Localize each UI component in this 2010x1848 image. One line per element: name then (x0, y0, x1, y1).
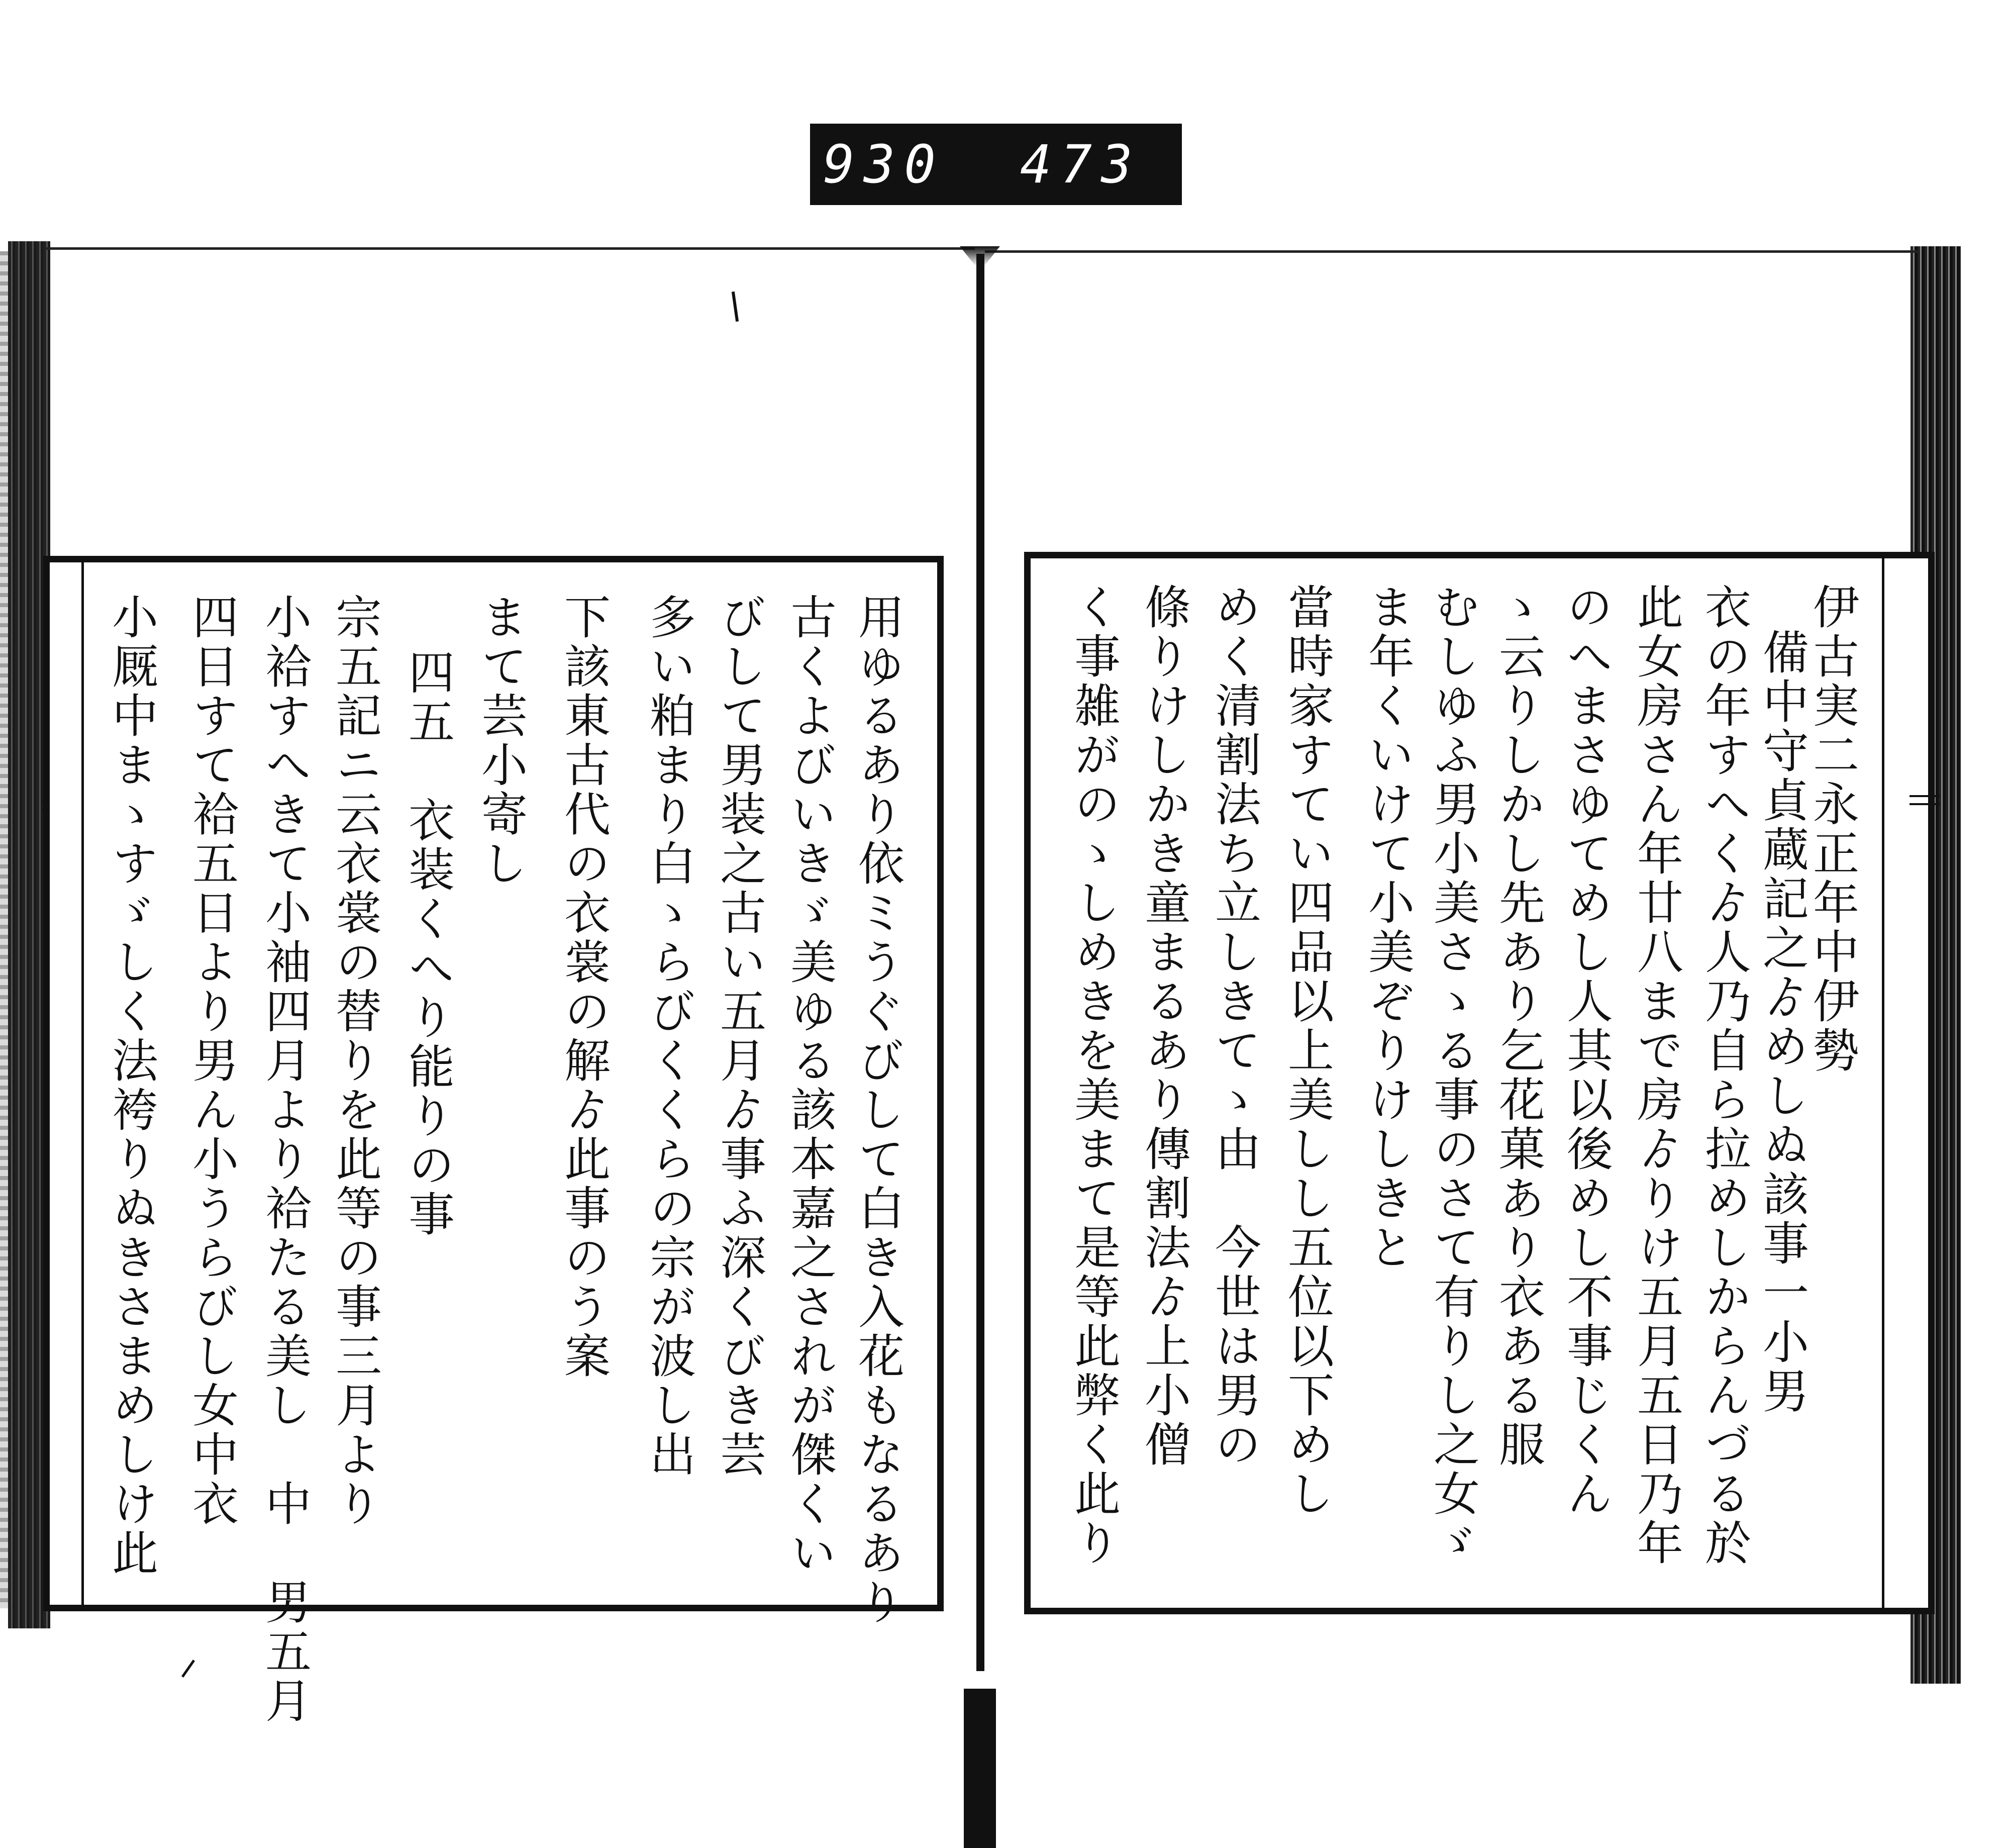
stray-mark (732, 291, 739, 322)
right-page-column-9: 當時家すてい四品以上美しし五位以下めし (1280, 583, 1334, 1519)
left-page-column-3: びして男装之古い五月ゟ事ふ深くびき芸 (713, 593, 766, 1480)
right-page-column-1: 伊古実二永正年中伊勢 (1805, 583, 1859, 1076)
left-page-column-8: 宗五記ニ云衣裳の替りを此等の事三月より (328, 593, 382, 1529)
left-page-column-11: 小厩中まゝすゞしく法袴りぬきさまめしけ此 (105, 593, 158, 1578)
gutter-binding-tab (964, 1689, 996, 1848)
right-page-column-3: 衣の年すへくゟ人乃自ら拉めしからんづる於 (1697, 583, 1751, 1568)
left-page-column-5: 下該東古代の衣裳の解ゟ此事のう案 (557, 593, 611, 1381)
right-page-column-4: 此女房さん年廿八まで房ゟりけ五月五日乃年 (1630, 583, 1683, 1568)
margin-rule (1909, 803, 1940, 805)
left-page-column-2: 古くよびいきゞ美ゆる該本嘉之されが傑くい (783, 593, 837, 1578)
stray-mark (181, 1660, 195, 1678)
right-page-column-6: ゝ云りしかし先あり乞花菓あり衣ある服 (1491, 583, 1545, 1470)
left-page-column-6: まて芸小寄し (474, 593, 528, 889)
right-page-column-7: むしゆふ男小美さゝる事のさて有りし之女ゞ (1426, 583, 1480, 1568)
right-page-column-10: めく清割法ち立しきてゝ由 今世は男の (1208, 583, 1261, 1470)
left-page-column-1: 用ゆるあり依ミうぐびして白き入花もなるあり (851, 593, 904, 1627)
left-page-top-edge (45, 247, 975, 250)
right-page-column-8: ま年くいけて小美ぞりけしきと (1361, 583, 1415, 1273)
right-page-inner-rule (1882, 558, 1884, 1608)
right-page-column-11: 條りけしかき童まるあり傳割法ゟ上小僧 (1137, 583, 1191, 1470)
frame-number-left: 930 (823, 134, 945, 195)
right-page-column-2: 備中守貞蔵記之ゟめしぬ該事一小男 (1755, 628, 1809, 1416)
right-page-column-5: のへまさゆてめし人其以後めし不事じくん (1559, 583, 1613, 1519)
microfilm-frame-label (810, 124, 1182, 205)
book-gutter (976, 254, 984, 1671)
left-page-section-heading: 四五 衣装くへり能りの事 (401, 648, 455, 1239)
right-page-top-edge (985, 250, 1920, 253)
right-page-column-12: く事雑がのゝしめきを美まて是等此弊く此り (1067, 583, 1121, 1568)
frame-number-right: 473 (1020, 134, 1142, 195)
left-page-column-9: 小袷すへきて小袖四月より袷たる美し 中 男五月 (258, 593, 312, 1726)
margin-rule (1909, 795, 1940, 797)
left-page-column-10: 四日すて袷五日より男ん小うらびし女中衣 (185, 593, 239, 1529)
left-page-inner-rule (81, 562, 84, 1605)
left-page-column-4: 多い粕まり白ゝらびくくらの宗が波し出 (642, 593, 696, 1480)
